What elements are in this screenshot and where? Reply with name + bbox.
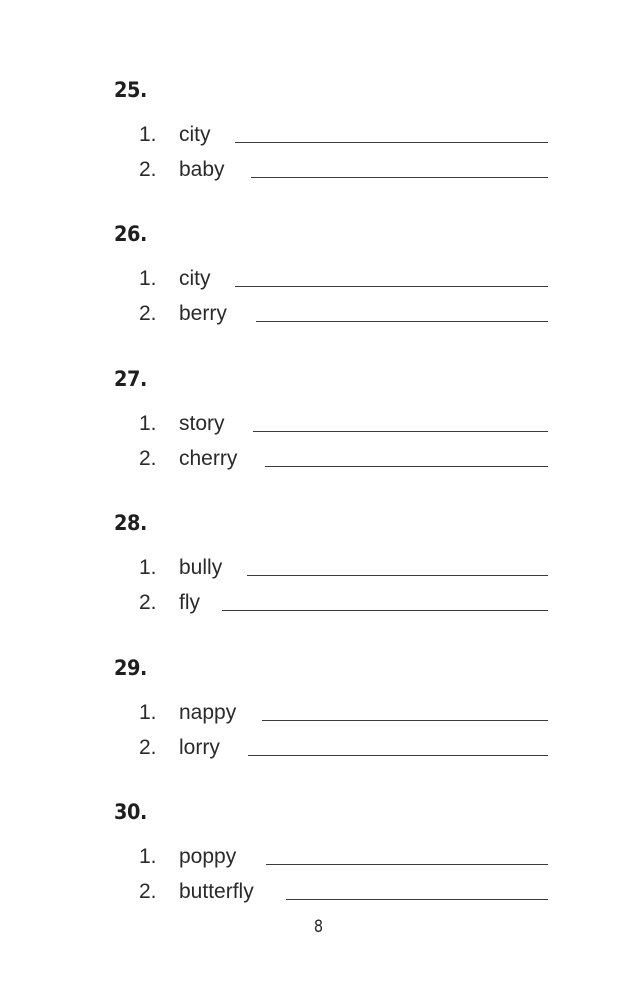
- item-word: berry: [179, 302, 227, 325]
- item-word: city: [179, 123, 211, 146]
- item-word: bully: [179, 556, 223, 579]
- exercise-item: [0, 266, 619, 296]
- exercise-item: [0, 735, 619, 765]
- item-number: 1.: [139, 701, 157, 724]
- exercise-item: [0, 590, 619, 620]
- answer-line[interactable]: [265, 466, 548, 467]
- answer-line[interactable]: [248, 755, 548, 756]
- exercise-number: 28.: [114, 511, 147, 535]
- answer-line[interactable]: [262, 720, 548, 721]
- item-number: 2.: [139, 880, 157, 903]
- answer-line[interactable]: [266, 864, 548, 865]
- answer-line[interactable]: [251, 177, 548, 178]
- answer-line[interactable]: [222, 610, 548, 611]
- item-number: 1.: [139, 412, 157, 435]
- item-word: poppy: [179, 845, 237, 868]
- exercise-number: 27.: [114, 367, 147, 391]
- item-word: story: [179, 412, 225, 435]
- exercise-item: [0, 122, 619, 152]
- item-number: 2.: [139, 591, 157, 614]
- exercise-item: [0, 157, 619, 187]
- item-number: 2.: [139, 447, 157, 470]
- item-word: nappy: [179, 701, 237, 724]
- item-number: 1.: [139, 267, 157, 290]
- item-number: 2.: [139, 158, 157, 181]
- exercise-number: 26.: [114, 222, 147, 246]
- item-number: 1.: [139, 556, 157, 579]
- exercise-item: [0, 411, 619, 441]
- page-number: 8: [313, 917, 324, 937]
- exercise-item: [0, 879, 619, 909]
- answer-line[interactable]: [256, 321, 548, 322]
- exercise-item: [0, 555, 619, 585]
- item-number: 2.: [139, 302, 157, 325]
- item-word: baby: [179, 158, 225, 181]
- exercise-item: [0, 301, 619, 331]
- item-word: cherry: [179, 447, 238, 470]
- answer-line[interactable]: [286, 899, 548, 900]
- exercise-number: 25.: [114, 78, 147, 102]
- answer-line[interactable]: [235, 286, 548, 287]
- exercise-number: 29.: [114, 656, 147, 680]
- answer-line[interactable]: [235, 142, 548, 143]
- answer-line[interactable]: [253, 431, 548, 432]
- answer-line[interactable]: [247, 575, 548, 576]
- item-word: fly: [179, 591, 200, 614]
- item-number: 1.: [139, 123, 157, 146]
- exercise-item: [0, 844, 619, 874]
- item-word: lorry: [179, 736, 220, 759]
- exercise-item: [0, 700, 619, 730]
- exercise-number: 30.: [114, 800, 147, 824]
- item-number: 1.: [139, 845, 157, 868]
- item-word: city: [179, 267, 211, 290]
- exercise-item: [0, 446, 619, 476]
- item-word: butterfly: [179, 880, 254, 903]
- item-number: 2.: [139, 736, 157, 759]
